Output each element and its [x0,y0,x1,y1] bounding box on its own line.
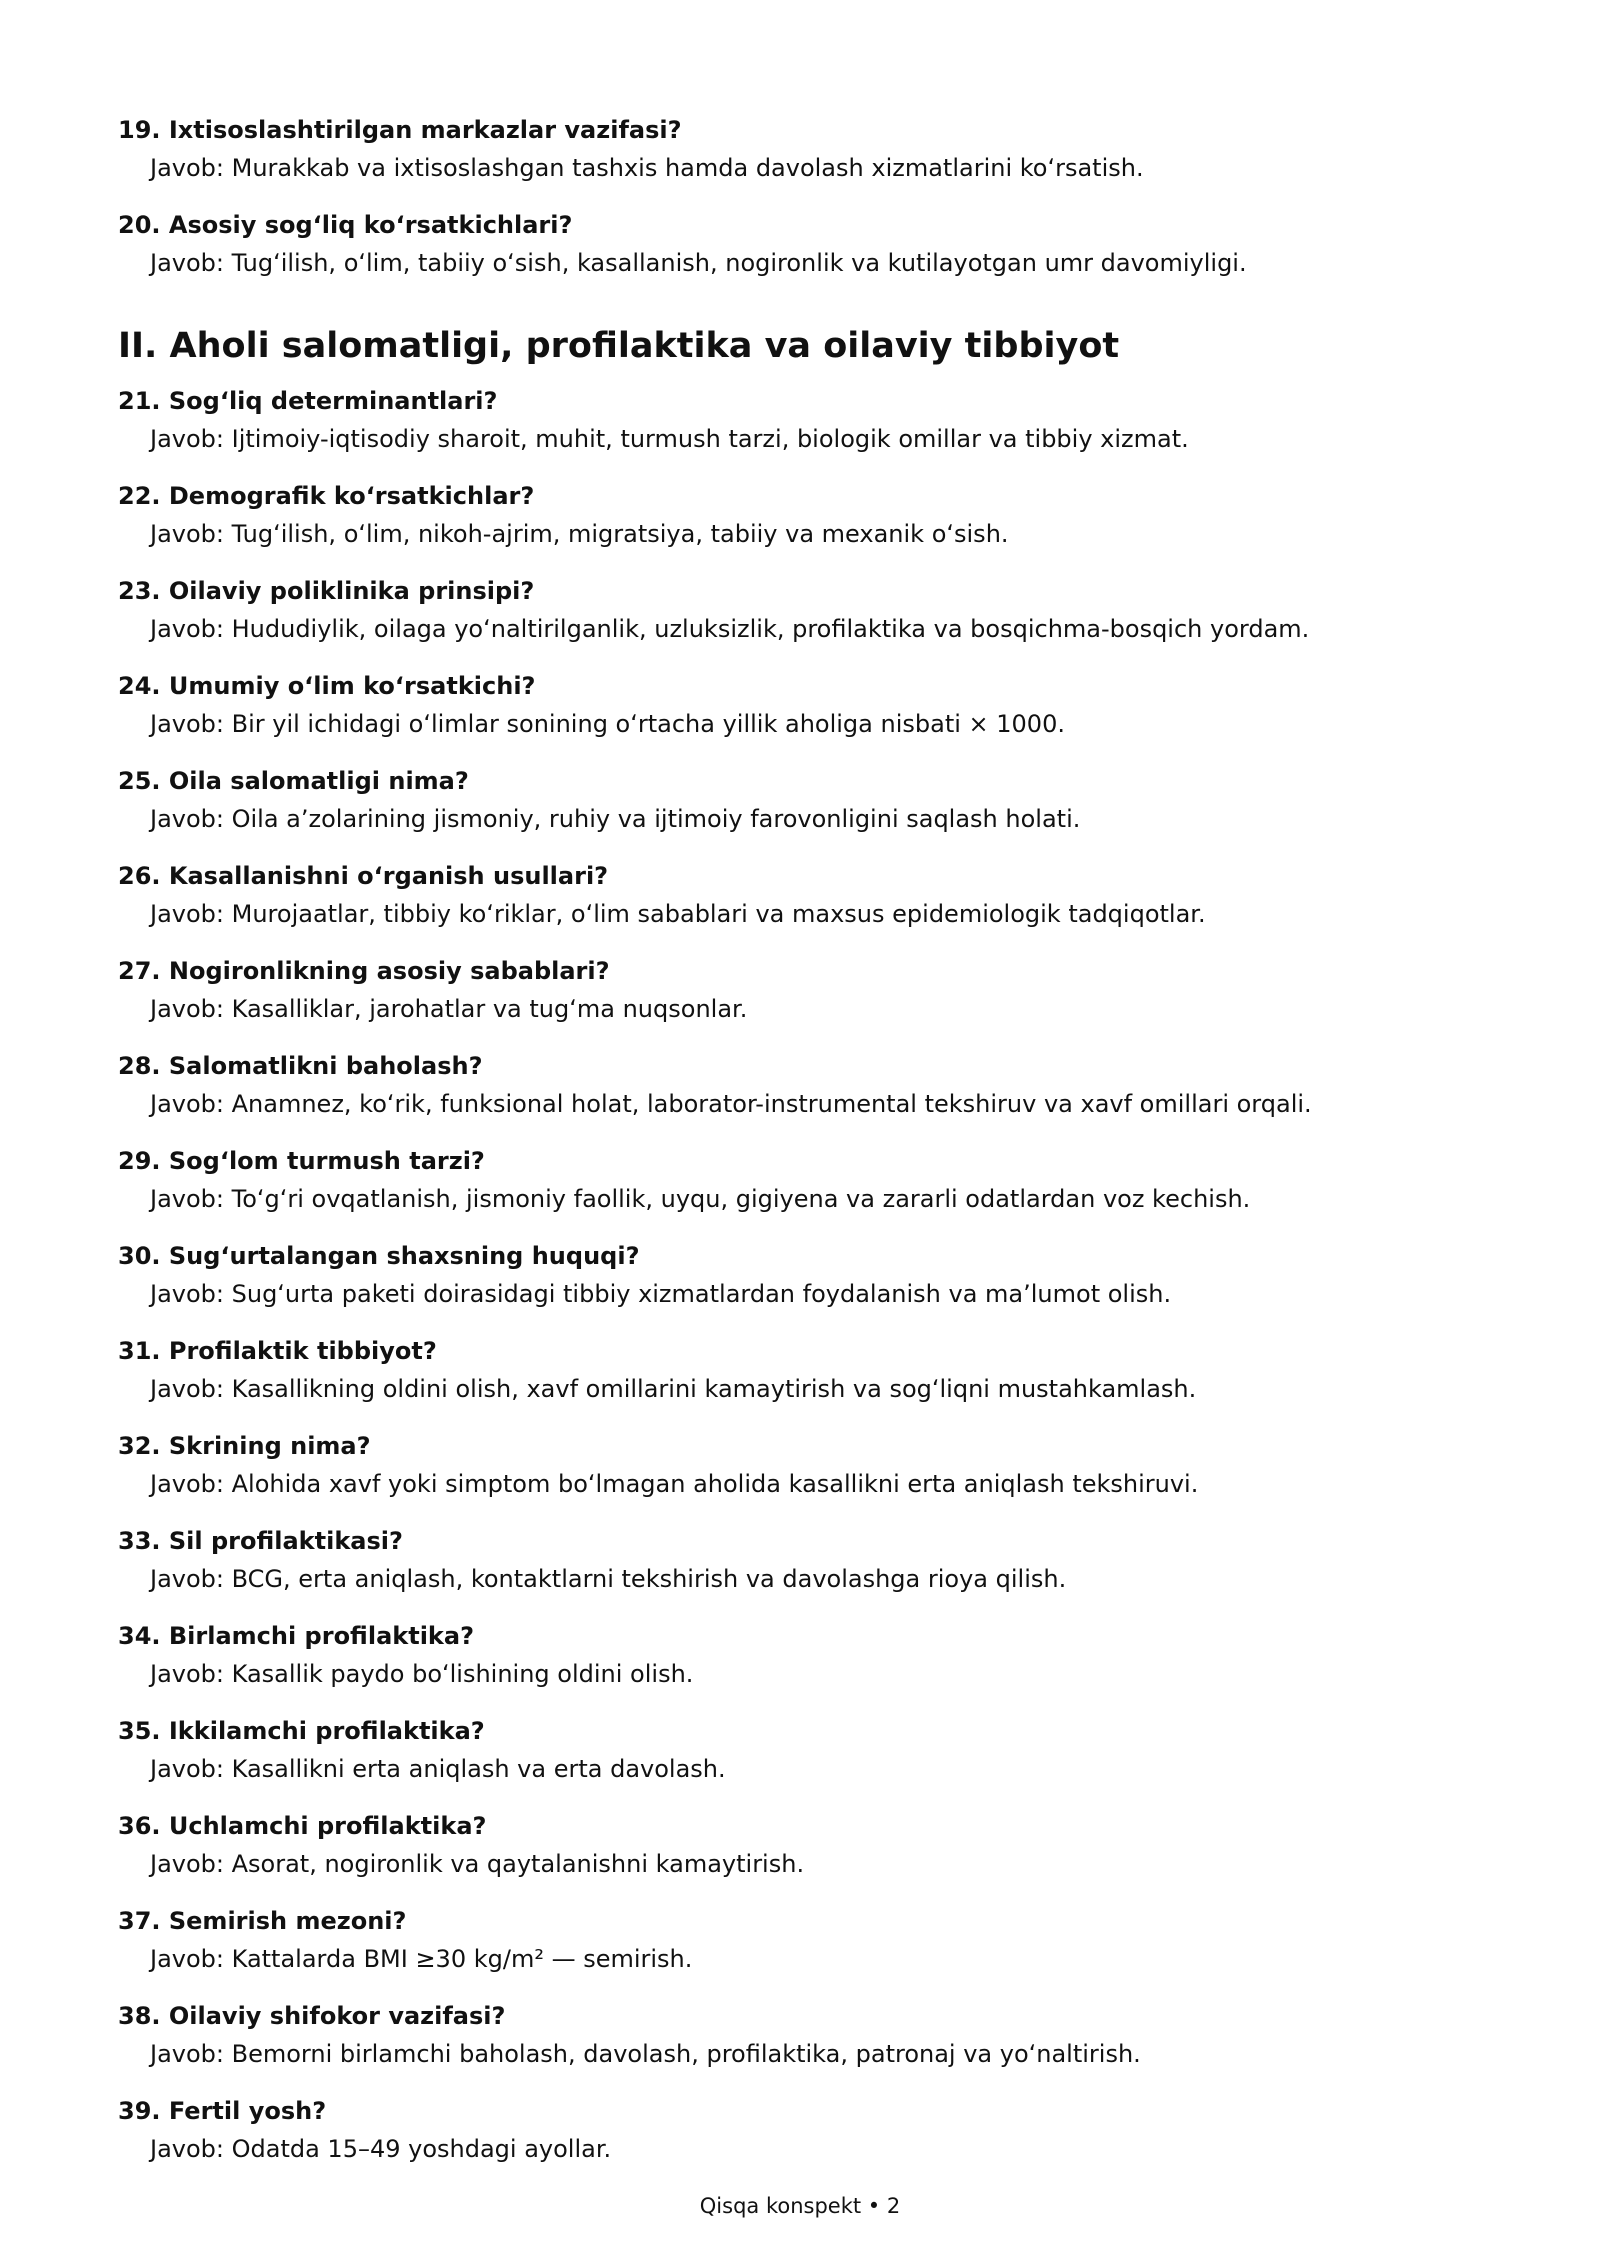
answer: Javob: Kasalliklar, jarohatlar va tugʻma nuqsonlar. [150,995,748,1023]
answer: Javob: Murakkab va ixtisoslashgan tashxis hamda davolash xizmatlarini koʻrsatish. [150,154,1144,182]
qa-item [118,763,1498,837]
question: 26. Kasallanishni oʻrganish usullari? [118,862,609,890]
answer: Javob: Hududiylik, oilaga yoʻnaltirilganlik, uzluksizlik, profilaktika va bosqichma-bosqich yordam. [150,615,1310,643]
question: 38. Oilaviy shifokor vazifasi? [118,2002,506,2030]
qa-item [118,1713,1498,1787]
answer: Javob: Kasallikning oldini olish, xavf omillarini kamaytirish va sogʻliqni mustahkamlash. [150,1375,1197,1403]
qa-item [118,858,1498,932]
question: 30. Sugʻurtalangan shaxsning huquqi? [118,1242,640,1270]
question: 39. Fertil yosh? [118,2097,327,2125]
page-footer: Qisqa konspekt • 2 [699,2194,901,2218]
question: 20. Asosiy sogʻliq koʻrsatkichlari? [118,211,573,239]
qa-item [118,478,1498,552]
qa-item [118,1618,1498,1692]
qa-list [118,383,1498,2167]
question: 21. Sogʻliq determinantlari? [118,387,498,415]
qa-item [118,383,1498,457]
answer: Javob: Ijtimoiy-iqtisodiy sharoit, muhit, turmush tarzi, biologik omillar va tibbiy xizmat. [150,425,1189,453]
qa-item [118,1903,1498,1977]
question: 22. Demografik koʻrsatkichlar? [118,482,535,510]
answer: Javob: Odatda 15–49 yoshdagi ayollar. [150,2135,612,2163]
answer: Javob: Asorat, nogironlik va qaytalanishni kamaytirish. [150,1850,805,1878]
question: 28. Salomatlikni baholash? [118,1052,483,1080]
qa-item [118,1808,1498,1882]
question: 31. Profilaktik tibbiyot? [118,1337,437,1365]
answer: Javob: Kattalarda BMI ≥30 kg/m² — semirish. [150,1945,693,1973]
question: 36. Uchlamchi profilaktika? [118,1812,487,1840]
document-page [118,112,1498,2188]
answer: Javob: Bemorni birlamchi baholash, davolash, profilaktika, patronaj va yoʻnaltirish. [150,2040,1141,2068]
answer: Javob: Toʻgʻri ovqatlanish, jismoniy faollik, uyqu, gigiyena va zararli odatlardan voz kechish. [150,1185,1251,1213]
question: 23. Oilaviy poliklinika prinsipi? [118,577,535,605]
question: 27. Nogironlikning asosiy sabablari? [118,957,610,985]
answer: Javob: Bir yil ichidagi oʻlimlar sonining oʻrtacha yillik aholiga nisbati × 1000. [150,710,1065,738]
qa-item [118,1428,1498,1502]
answer: Javob: Tugʻilish, oʻlim, tabiiy oʻsish, kasallanish, nogironlik va kutilayotgan umr davomiyligi. [150,249,1247,277]
qa-item [118,1998,1498,2072]
qa-item [118,573,1498,647]
answer: Javob: Kasallik paydo boʻlishining oldini olish. [150,1660,694,1688]
question: 34. Birlamchi profilaktika? [118,1622,475,1650]
question: 32. Skrining nima? [118,1432,371,1460]
qa-item [118,1048,1498,1122]
answer: Javob: Sugʻurta paketi doirasidagi tibbiy xizmatlardan foydalanish va maʼlumot olish. [150,1280,1172,1308]
question: 37. Semirish mezoni? [118,1907,407,1935]
answer: Javob: BCG, erta aniqlash, kontaktlarni tekshirish va davolashga rioya qilish. [150,1565,1067,1593]
qa-list-before-section [118,112,1498,281]
qa-item [118,112,1498,186]
qa-item [118,668,1498,742]
qa-item [118,1333,1498,1407]
qa-item [118,953,1498,1027]
question: 35. Ikkilamchi profilaktika? [118,1717,485,1745]
qa-item [118,1238,1498,1312]
answer: Javob: Alohida xavf yoki simptom boʻlmagan aholida kasallikni erta aniqlash tekshiruvi. [150,1470,1199,1498]
answer: Javob: Murojaatlar, tibbiy koʻriklar, oʻlim sabablari va maxsus epidemiologik tadqiqotlar. [150,900,1206,928]
qa-item [118,1143,1498,1217]
question: 25. Oila salomatligi nima? [118,767,469,795]
question: 33. Sil profilaktikasi? [118,1527,403,1555]
qa-item [118,2093,1498,2167]
answer: Javob: Kasallikni erta aniqlash va erta davolash. [150,1755,726,1783]
answer: Javob: Anamnez, koʻrik, funksional holat, laborator-instrumental tekshiruv va xavf omillari orqali. [150,1090,1312,1118]
qa-item [118,207,1498,281]
answer: Javob: Oila aʼzolarining jismoniy, ruhiy va ijtimoiy farovonligini saqlash holati. [150,805,1081,833]
question: 24. Umumiy oʻlim koʻrsatkichi? [118,672,536,700]
section-title: II. Aholi salomatligi, profilaktika va oilaviy tibbiyot [118,326,1120,366]
question: 19. Ixtisoslashtirilgan markazlar vazifasi? [118,116,682,144]
answer: Javob: Tugʻilish, oʻlim, nikoh-ajrim, migratsiya, tabiiy va mexanik oʻsish. [150,520,1009,548]
qa-item [118,1523,1498,1597]
question: 29. Sogʻlom turmush tarzi? [118,1147,485,1175]
